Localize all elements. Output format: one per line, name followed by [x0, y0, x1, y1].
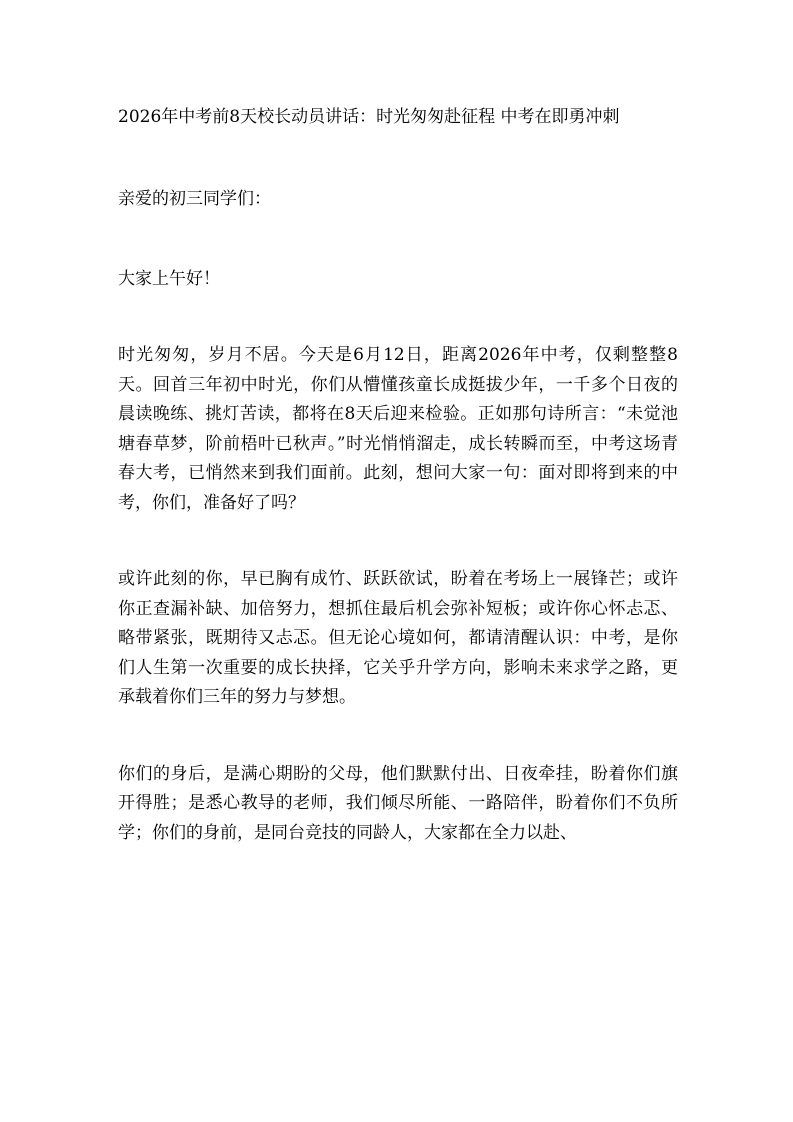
paragraph-2: 或许此刻的你，早已胸有成竹、跃跃欲试，盼着在考场上一展锋芒；或许你正查漏补缺、加倍努力，想抓住最后机会弥补短板；或许你心怀忐忑、略带紧张，既期待又忐忑。但无论心境如何，都请清醒认识：中考，是你们人生第一次重要的成长抉择，它关乎升学方向，影响未来求学之路，更承载着你们三年的努力与梦想。 — [118, 569, 678, 707]
document-page — [118, 104, 678, 848]
paragraph-3: 你们的身后，是满心期盼的父母，他们默默付出、日夜牵挂，盼着你们旗开得胜；是悉心教导的老师，我们倾尽所能、一路陪伴，盼着你们不负所学；你们的身前，是同台竞技的同龄人，大家都在全力以赴、 — [118, 763, 678, 843]
paragraph-1: 时光匆匆，岁月不居。今天是6月12日，距离2026年中考，仅剩整整8天。回首三年初中时光，你们从懵懂孩童长成挺拔少年，一千多个日夜的晨读晚练、挑灯苦读，都将在8天后迎来检验。正如那句诗所言：“未觉池塘春草梦，阶前梧叶已秋声。”时光悄悄溜走，成长转瞬而至，中考这场青春大考，已悄然来到我们面前。此刻，想问大家一句：面对即将到来的中考，你们，准备好了吗？ — [118, 345, 678, 513]
salutation: 亲爱的初三同学们： — [118, 189, 271, 209]
greeting: 大家上午好！ — [118, 268, 220, 289]
document-title: 2026年中考前8天校长动员讲话：时光匆匆赴征程 中考在即勇冲刺 — [118, 107, 620, 127]
